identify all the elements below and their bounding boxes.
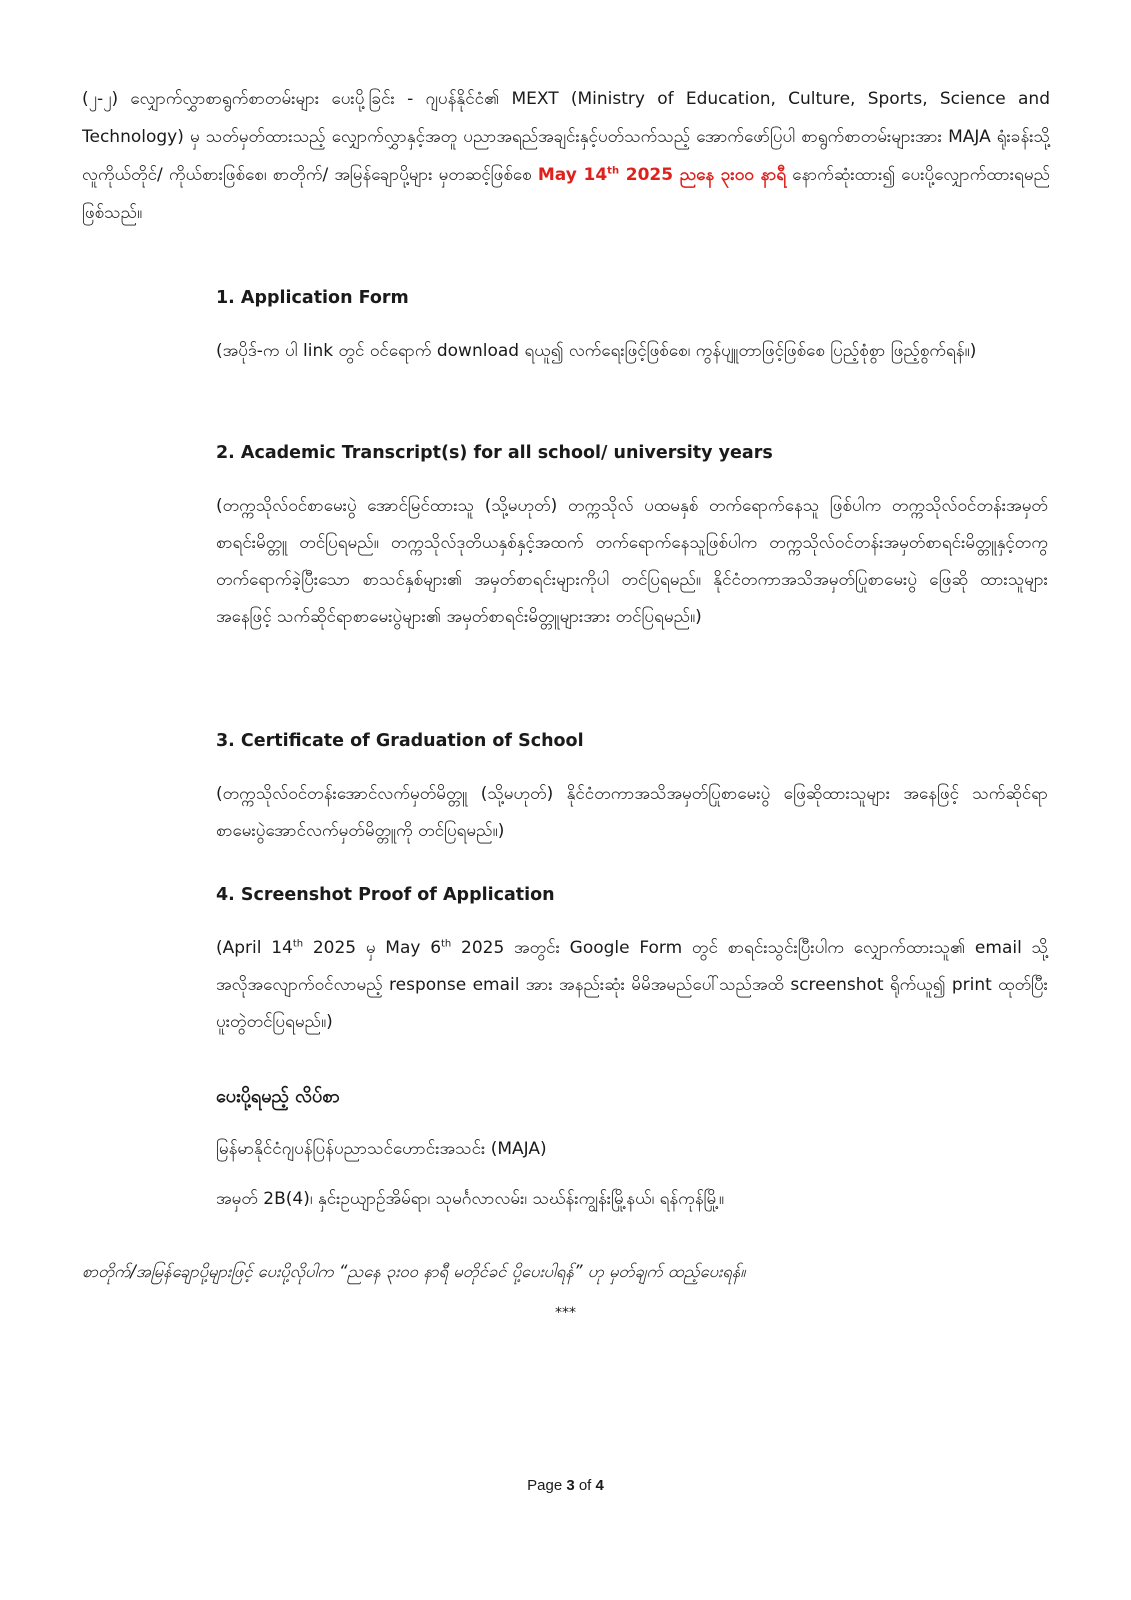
body-part: 2025 အတွင်း Google Form တွင် စာရင်းသွင်းပြီးပါက လျှောက်ထားသူ၏ email သို့ အလိုအလျောက်ဝင်လာမည့် response email အား အနည်းဆုံး မိမိအမည်ပေါ်သည်အထိ screenshot ရိုက်ယူ၍ print ထုတ်ပြီး ပူးတွဲတင်ပြရမည်။) bbox=[216, 938, 1048, 1032]
item-body: (တက္ကသိုလ်ဝင်တန်းအောင်လက်မှတ်မိတ္တူ (သို့မဟုတ်) နိုင်ငံတကာအသိအမှတ်ပြုစာမေးပွဲ ဖြေဆိုထားသူများ အနေဖြင့် သက်ဆိုင်ရာစာမေးပွဲအောင်လက်မှတ်မိတ္တူကို တင်ပြရမည်။) bbox=[216, 784, 1048, 841]
page-of-label: of bbox=[574, 1477, 596, 1494]
item-body: (တက္ကသိုလ်ဝင်စာမေးပွဲ အောင်မြင်ထားသူ (သို့မဟုတ်) တက္ကသိုလ် ပထမနှစ် တက်ရောက်နေသူ ဖြစ်ပါက တက္ကသိုလ်ဝင်တန်းအမှတ်စာရင်းမိတ္တူ တင်ပြရမည်။ တက္ကသိုလ်ဒုတိယနှစ်နှင့်အထက် တက်ရောက်နေသူဖြစ်ပါက တက္ကသိုလ်ဝင်တန်းအမှတ်စာရင်းမိတ္တူနှင့်တကွ တက်ရောက်ခဲ့ပြီးသော စာသင်နှစ်များ၏ အမှတ်စာရင်းများကိုပါ တင်ပြရမည်။ နိုင်ငံတကာအသိအမှတ်ပြုစာမေးပွဲ ဖြေဆို ထားသူများအနေဖြင့် သက်ဆိုင်ရာစာမေးပွဲများ၏ အမှတ်စာရင်းမိတ္တူများအား တင်ပြရမည်။) bbox=[216, 496, 1048, 627]
item-heading: 2. Academic Transcript(s) for all school/ university years bbox=[216, 443, 773, 463]
intro-text-before: (၂-၂) လျှောက်လွှာစာရွက်စာတမ်းများ ပေးပို့ခြင်း - ဂျပန်နိုင်ငံ၏ MEXT (Ministry of Education, Culture, Sports, Science and Technology) မှ သတ်မှတ်ထားသည့် လျှောက်လွှာနှင့်အတူ ပညာအရည်အချင်းနှင့်ပတ်သက်သည့် အောက်ဖော်ပြပါ စာရွက်စာတမ်းများအား MAJA ရုံးခန်းသို့ လူကိုယ်တိုင်/ ကိုယ်စားဖြစ်စေ၊ စာတိုက်/ အမြန်ချောပို့များ မှတဆင့်ဖြစ်စေ bbox=[82, 89, 1050, 185]
item-graduation-certificate bbox=[216, 726, 1048, 850]
page-footer bbox=[0, 1476, 1131, 1496]
item-heading: 1. Application Form bbox=[216, 288, 409, 308]
item-body: (အပိုဒ်-က ပါ link တွင် ဝင်ရောက် download ရယူ၍ လက်ရေးဖြင့်ဖြစ်စေ၊ ကွန်ပျူတာဖြင့်ဖြစ်စေ ပြည့်စုံစွာ ဖြည့်စွက်ရန်။) bbox=[216, 341, 977, 361]
address-line-2: အမှတ် 2B(4)၊ နှင်းဥယျာဉ်အိမ်ရာ၊ သုမင်္ဂလာလမ်း၊ သဃ်န်းကျွန်းမြို့နယ်၊ ရန်ကုန်မြို့။ bbox=[216, 1189, 724, 1209]
body-part: (April 14 bbox=[216, 938, 293, 958]
item-heading: 4. Screenshot Proof of Application bbox=[216, 885, 555, 905]
current-page-number: 3 bbox=[566, 1477, 575, 1494]
separator: *** bbox=[555, 1305, 576, 1321]
item-body bbox=[216, 930, 1048, 1041]
deadline-month: May 14 bbox=[537, 165, 608, 185]
item-heading: 3. Certificate of Graduation of School bbox=[216, 731, 584, 751]
deadline-sup: th bbox=[607, 165, 620, 177]
intro-paragraph bbox=[82, 80, 1050, 232]
mailing-address bbox=[216, 1082, 1048, 1214]
item-academic-transcript bbox=[216, 438, 1048, 636]
address-title: ပေးပို့ရမည့် လိပ်စာ bbox=[216, 1086, 340, 1107]
intro-text-after: နောက်ဆုံးထား၍ ပေးပို့လျှောက်ထားရမည် ဖြစ်သည်။ bbox=[82, 165, 1051, 223]
deadline-rest: 2025 ညနေ ၃း၀၀ နာရီ bbox=[619, 165, 787, 185]
body-sup: th bbox=[292, 938, 304, 950]
total-page-number: 4 bbox=[595, 1477, 604, 1494]
page-label: Page bbox=[527, 1477, 567, 1494]
item-application-form bbox=[216, 283, 1048, 370]
deadline-highlight bbox=[538, 165, 786, 185]
body-part: 2025 မှ May 6 bbox=[303, 938, 442, 958]
postal-note: စာတိုက်/အမြန်ချောပို့များဖြင့် ပေးပို့လိုပါက “ညနေ ၃း၀၀ နာရီ မတိုင်ခင် ပို့ပေးပါရန်” ဟု မှတ်ချက် ထည့်ပေးရန်။ bbox=[82, 1262, 746, 1281]
address-line-1: မြန်မာနိုင်ငံဂျပန်ပြန်ပညာသင်ဟောင်းအသင်း (MAJA) bbox=[216, 1139, 547, 1159]
body-sup: th bbox=[441, 938, 452, 950]
item-screenshot-proof bbox=[216, 880, 1048, 1041]
